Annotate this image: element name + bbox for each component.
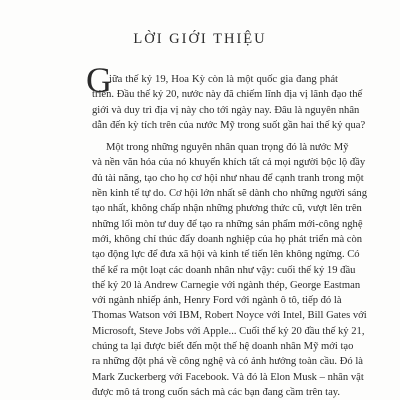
text-line: Một trong những nguyên nhân quan trọng đó là nước Mỹ (106, 142, 349, 154)
text-line: triển. Đầu thế kỷ 20, nước này đã chiếm lĩnh địa vị lãnh đạo thế (92, 89, 363, 101)
text-line: tạo nhất, không chấp nhận những phương thức cũ, vượt lên trên (92, 203, 362, 215)
text-line: đủ tài năng, tạo cho họ cơ hội như nhau để cạnh tranh trong một (92, 172, 364, 184)
text-line: được mô tả trong cuốn sách mà các bạn đang cầm trên tay. (92, 386, 341, 398)
text-line: với ngành nhiếp ảnh, Henry Ford với ngành ô tô, tiếp đó là (92, 295, 342, 307)
text-line: những lối mòn tư duy để tạo ra những sản phẩm mới-công nghệ (92, 218, 363, 230)
body-text (92, 72, 368, 400)
text-line: thể kể ra một loạt các doanh nhân như vậy: cuối thế kỷ 19 đầu (92, 264, 356, 276)
text-line: dẫn đến kỳ tích trên của nước Mỹ trong suốt gần hai thế kỷ qua? (92, 119, 366, 131)
text-line: giới và duy trì địa vị này cho tới ngày nay. Đâu là nguyên nhân (92, 104, 360, 116)
text-line: thế kỷ 20 là Andrew Carnegie với ngành thép, George Eastman (92, 279, 361, 291)
text-line: nền kinh tế tự do. Cơ hội lớn nhất sẽ dành cho những người sáng (92, 188, 368, 200)
text-line: và nền văn hóa của nó khuyến khích tất cả mọi người bộc lộ đầy (92, 157, 366, 169)
text-line: ra những đột phá về công nghệ và có ảnh hưởng toàn cầu. Đó là (92, 356, 363, 368)
text-line: Microsoft, Steve Jobs với Apple... Cuối thế kỷ 20 đầu thế kỷ 21, (92, 325, 365, 337)
text-line: Mark Zuckerberg với Facebook. Và đó là Elon Musk – nhân vật (92, 371, 364, 383)
text-line: Thomas Watson với IBM, Robert Noyce với Intel, Bill Gates với (92, 310, 367, 322)
text-line: iữa thế kỷ 19, Hoa Kỳ còn là một quốc gia đang phát (109, 74, 338, 85)
text-line: mới, không chỉ thúc đẩy doanh nghiệp của họ phát triển mà còn (92, 233, 363, 245)
text-line: chúng ta lại được biết đến một thế hệ doanh nhân Mỹ mới tạo (92, 341, 354, 353)
drop-cap-letter: G (86, 60, 112, 100)
page-title: LỜI GIỚI THIỆU (133, 31, 267, 47)
text-line: tạo động lực để đưa xã hội và kinh tế tiến lên không ngừng. Có (92, 249, 360, 261)
